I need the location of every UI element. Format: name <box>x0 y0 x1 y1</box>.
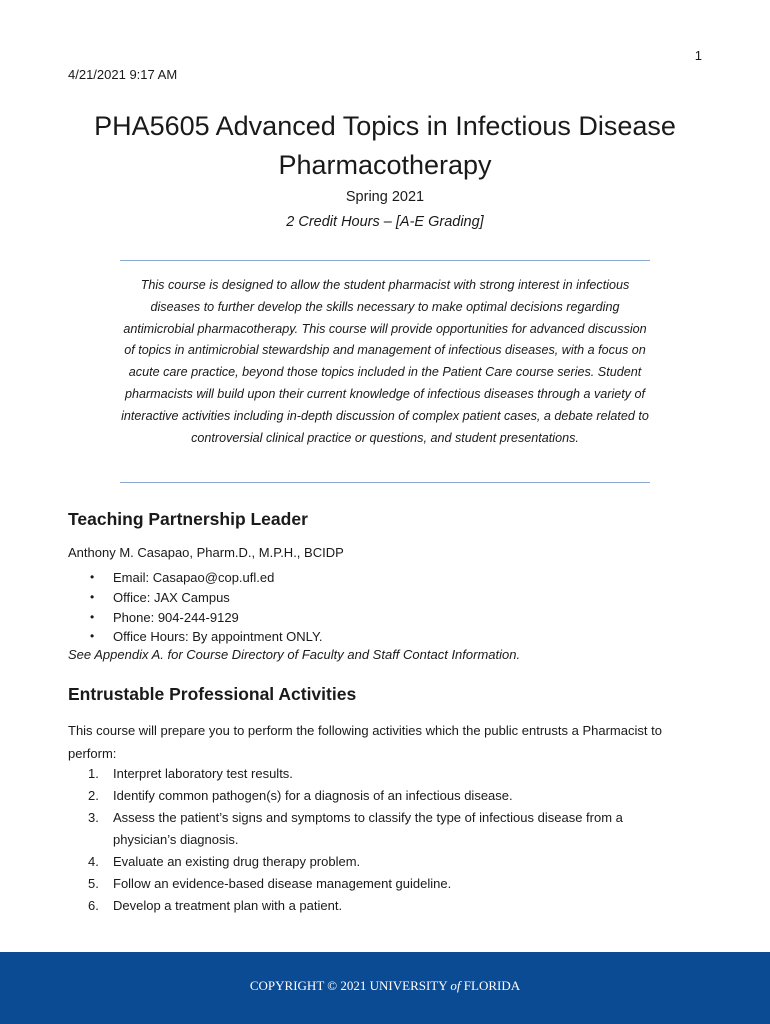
epa-item-text: Develop a treatment plan with a patient. <box>113 898 343 913</box>
list-number: 5. <box>88 876 99 891</box>
bullet-icon: • <box>90 609 95 624</box>
bullet-icon: • <box>90 589 95 604</box>
course-title: PHA5605 Advanced Topics in Infectious Disease Pharmacotherapy <box>94 111 676 180</box>
list-number: 3. <box>88 810 99 825</box>
epa-item-text: Identify common pathogen(s) for a diagnosis of an infectious disease. <box>113 788 513 803</box>
appendix-note: See Appendix A. for Course Directory of Faculty and Staff Contact Information. <box>68 647 521 662</box>
epa-list-item <box>68 807 668 851</box>
contact-item-label: Office: JAX Campus <box>113 589 230 605</box>
contact-item-phone <box>68 608 323 628</box>
course-credits: 2 Credit Hours – [A-E Grading] <box>286 214 484 230</box>
epa-list-item <box>68 851 668 873</box>
course-term: Spring 2021 <box>345 189 425 205</box>
list-number: 4. <box>88 854 99 869</box>
course-description: This course is designed to allow the student pharmacist with strong interest in infectious diseases to further develop the skills necessary to make optimal decisions regarding antimicrobial pharmacotherapy. This course will provide opportunities for advanced discussion of topics in antimicrobial stewardship and management of infectious diseases, with a focus on acute care practice, beyond those topics included in the Patient Care course series. Student pharmacists will build upon their current knowledge of infectious diseases through a variety of interactive activities including in-depth discussion of complex patient cases, a debate related to controversial clinical practice or questions, and student presentations. <box>121 278 649 445</box>
epa-list <box>68 763 668 917</box>
copyright-of: of <box>450 978 461 993</box>
epa-list-item <box>68 873 668 895</box>
epa-list-item <box>68 785 668 807</box>
list-number: 6. <box>88 898 99 913</box>
epa-item-text: Follow an evidence-based disease management guideline. <box>113 876 452 891</box>
teaching-leader-name: Anthony M. Casapao, Pharm.D., M.P.H., BCIDP <box>68 545 344 560</box>
contact-list <box>68 568 323 647</box>
contact-item-label: Office Hours: By appointment ONLY. <box>113 629 323 645</box>
epa-intro: This course will prepare you to perform the following activities which the public entrusts a Pharmacist to perform: <box>68 723 662 761</box>
epa-heading: Entrustable Professional Activities <box>68 684 357 704</box>
description-top-divider <box>120 260 650 261</box>
contact-item-office <box>68 588 323 608</box>
copyright-suffix: FLORIDA <box>460 978 521 993</box>
copyright-prefix: COPYRIGHT © 2021 UNIVERSITY <box>249 978 451 993</box>
list-number: 1. <box>88 766 99 781</box>
footer-bar <box>0 952 770 1024</box>
contact-item-label: Phone: 904-244-9129 <box>113 609 239 625</box>
epa-list-item <box>68 763 668 785</box>
description-bottom-divider <box>120 482 650 483</box>
page-number: 1 <box>694 48 702 63</box>
bullet-icon: • <box>90 629 95 644</box>
contact-item-label: Email: Casapao@cop.ufl.ed <box>113 570 275 585</box>
epa-item-text: Interpret laboratory test results. <box>113 766 293 781</box>
print-timestamp: 4/21/2021 9:17 AM <box>68 67 178 82</box>
list-number: 2. <box>88 788 99 803</box>
copyright-notice <box>0 978 770 994</box>
epa-item-text: Assess the patient’s signs and symptoms to classify the type of infectious disease from a physician’s diagnosis. <box>113 810 623 847</box>
bullet-icon: • <box>90 570 95 584</box>
epa-item-text: Evaluate an existing drug therapy problem. <box>113 854 361 869</box>
teaching-leader-heading: Teaching Partnership Leader <box>68 509 308 529</box>
contact-item-office-hours <box>68 627 323 647</box>
epa-list-item <box>68 895 668 917</box>
contact-item-email <box>68 568 323 588</box>
